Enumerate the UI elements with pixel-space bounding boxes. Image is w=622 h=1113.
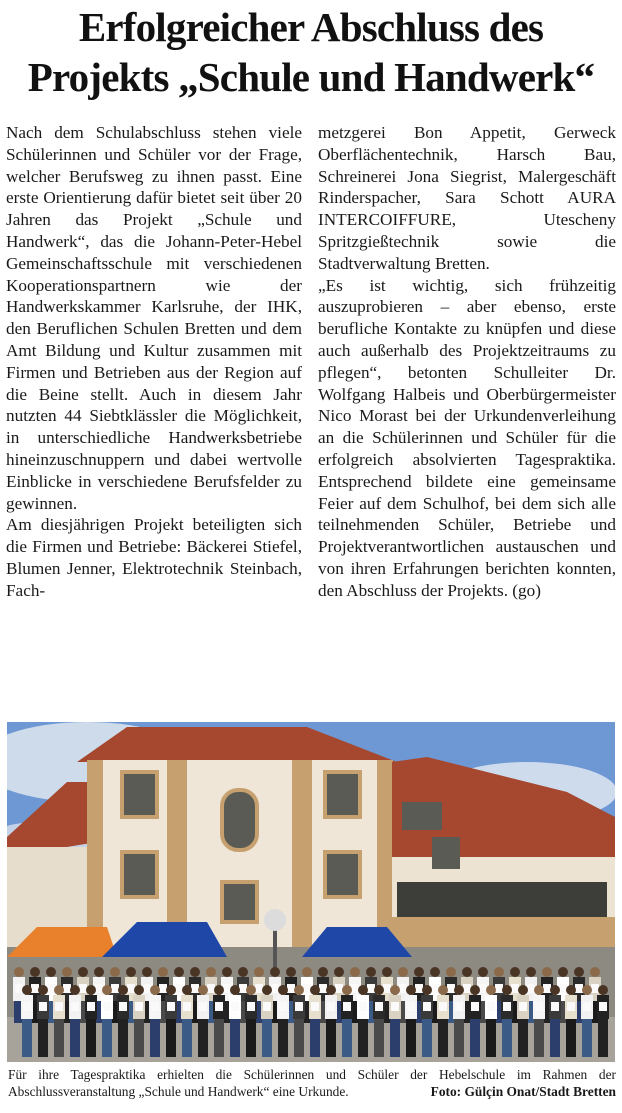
photo-pilaster	[87, 760, 103, 950]
photo-student	[101, 985, 113, 1057]
body-paragraph-1: Nach dem Schulabschluss stehen viele Schülerinnen und Schüler vor der Frage, welcher Berufsweg zu ihnen passt. Eine erste Orientierung dafür bietet seit über 20 Jahren das Projekt „Schule und Handwerk“, das die Johann-Peter-Hebel Gemeinschaftsschule mit verschiedenen Kooperationspartnern wie der Handwerkskammer Karlsruhe, der IHK, den Beruflichen Schulen Bretten und dem Amt Bildung und Kultur zusammen mit Firmen und Betrieben aus der Region auf die Beine stellt. Auch in diesem Jahr nutzten 44 Siebtklässler die Möglichkeit, in unterschiedliche Handwerksbetriebe hineinzuschnuppern und dabei wertvolle Einblicke in verschiedene Berufsfelder zu gewinnen.	[6, 123, 302, 513]
photo-student	[501, 985, 513, 1057]
photo-arcade	[397, 882, 607, 917]
photo-student	[421, 985, 433, 1057]
photo-student	[149, 985, 161, 1057]
caption-text: Für ihre Tagespraktika erhielten die Schülerinnen und Schüler der Hebelschule im Rahmen der Abschlussveranstaltung „Schule und Handwerk“ eine Urkunde.	[8, 1067, 616, 1099]
photo-pilaster	[377, 760, 393, 950]
photo-window	[222, 790, 257, 850]
photo-student	[245, 985, 257, 1057]
photo-student	[309, 985, 321, 1057]
photo-student	[565, 985, 577, 1057]
photo-student	[341, 985, 353, 1057]
photo-student	[453, 985, 465, 1057]
photo-student	[389, 985, 401, 1057]
photo-student	[213, 985, 225, 1057]
photo-student	[117, 985, 129, 1057]
body-paragraph-3: „Es ist wichtig, sich frühzeitig auszuprobieren – aber ebenso, erste berufliche Kontakte zu knüpfen und diese auch außerhalb des Projektzeitraums zu pflegen“, betonten Schulleiter Dr. Wolfgang Halbeis und Oberbürgermeister Nico Morast bei der Urkundenverleihung an die Schülerinnen und Schüler für die erfolgreich absolvierten Tagespraktika. Entsprechend bildete eine gemeinsame Feier auf dem Schulhof, bei dem sich alle teilnehmenden Schüler, Betriebe und Projektverantwortlichen austauschen und von ihren Erfahrungen berichten konnten, den Abschluss der Projekts. (go)	[318, 275, 616, 600]
photo-student	[85, 985, 97, 1057]
photo-student	[485, 985, 497, 1057]
photo-student	[293, 985, 305, 1057]
photo-student	[533, 985, 545, 1057]
photo-student	[277, 985, 289, 1057]
photo-student	[165, 985, 177, 1057]
photo-window	[402, 802, 442, 830]
article-column-right	[318, 122, 616, 602]
photo-window	[325, 772, 360, 817]
photo-window	[222, 882, 257, 922]
photo-student	[517, 985, 529, 1057]
body-paragraph-2-continued: metzgerei Bon Appetit, Gerweck Oberflächentechnik, Harsch Bau, Schreinerei Jona Siegrist, Malergeschäft Rinderspacher, Sara Schott AURA INTERCOIFFURE, Utescheny Spritzgießtechnik sowie die Stadtverwaltung Bretten.	[318, 123, 616, 273]
photo-student	[133, 985, 145, 1057]
photo-student	[69, 985, 81, 1057]
photo-student	[229, 985, 241, 1057]
photo-students-group	[13, 967, 609, 1057]
article-column-left	[6, 122, 302, 602]
photo-student	[373, 985, 385, 1057]
photo-student	[37, 985, 49, 1057]
photo-pilaster	[167, 760, 187, 950]
photo-pilaster	[292, 760, 312, 950]
photo-student	[325, 985, 337, 1057]
headline-line-2: Projekts „Schule und Handwerk“	[27, 54, 595, 100]
article-headline	[0, 2, 622, 102]
body-paragraph-2-start: Am diesjährigen Projekt beteiligten sich die Firmen und Betriebe: Bäckerei Stiefel, Blumen Jenner, Elektrotechnik Steinbach, Fach-	[6, 515, 302, 600]
photo-student	[53, 985, 65, 1057]
photo-window	[432, 837, 460, 869]
photo-student	[197, 985, 209, 1057]
headline-line-1: Erfolgreicher Abschluss des	[78, 4, 544, 50]
photo-window	[122, 772, 157, 817]
photo-student	[405, 985, 417, 1057]
photo-student	[581, 985, 593, 1057]
article-photo	[7, 722, 615, 1062]
photo-credit: Foto: Gülçin Onat/Stadt Bretten	[430, 1084, 616, 1099]
photo-student	[261, 985, 273, 1057]
photo-caption	[8, 1066, 616, 1100]
photo-window	[122, 852, 157, 897]
photo-student	[437, 985, 449, 1057]
photo-student	[549, 985, 561, 1057]
photo-student	[21, 985, 33, 1057]
photo-student	[357, 985, 369, 1057]
photo-basketball-board	[264, 909, 286, 931]
photo-student	[469, 985, 481, 1057]
photo-window	[325, 852, 360, 897]
photo-student	[597, 985, 609, 1057]
photo-student	[181, 985, 193, 1057]
